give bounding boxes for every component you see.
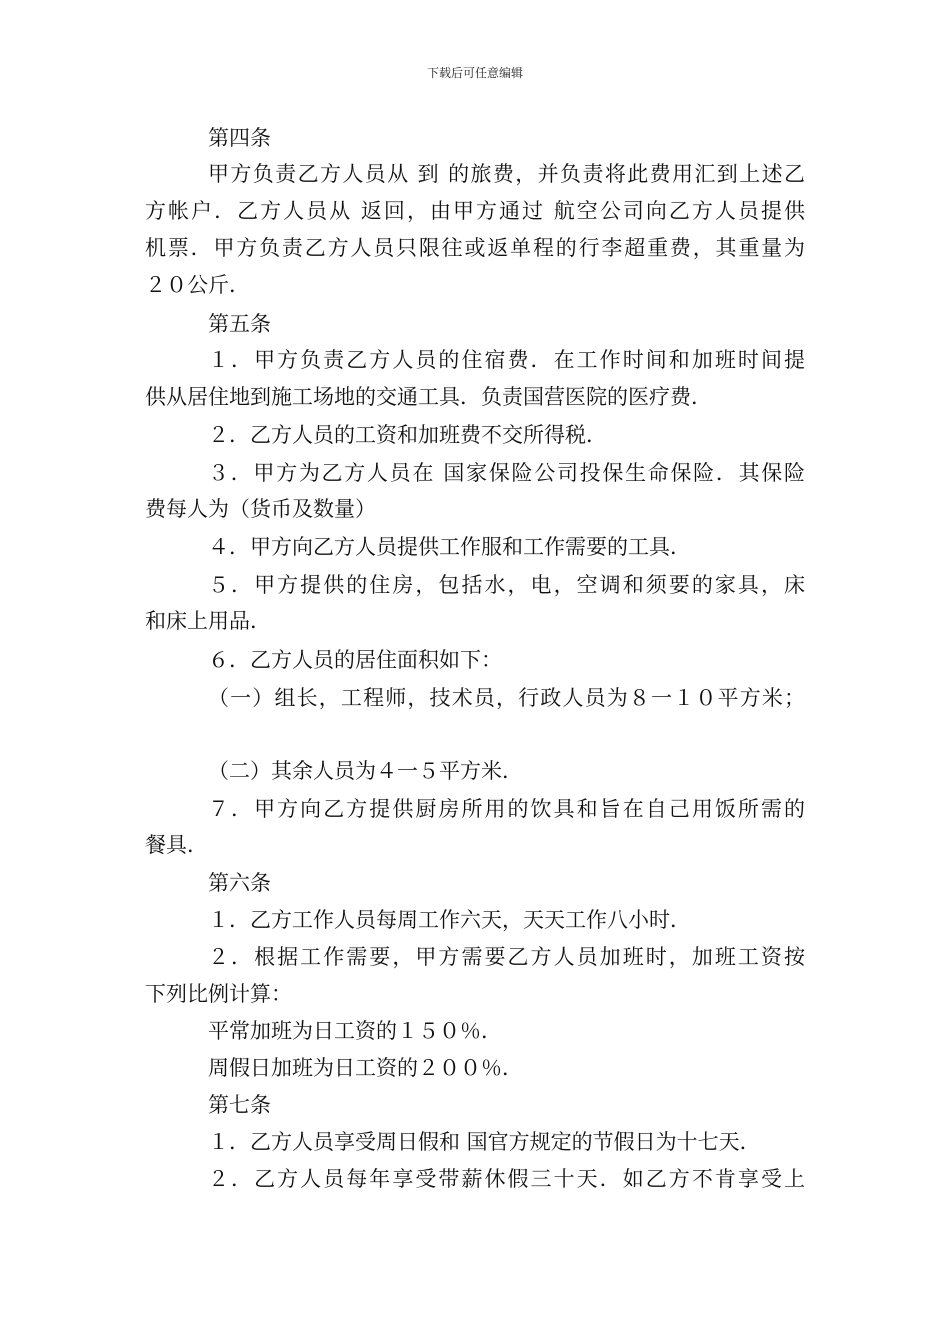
text-line: 第六条 [208, 871, 271, 895]
text-line: ４．甲方向乙方人员提供工作服和工作需要的工具． [208, 535, 691, 559]
text-line: １．甲方负责乙方人员的住宿费．在工作时间和加班时间提 [208, 348, 805, 372]
text-line: ６．乙方人员的居住面积如下： [208, 648, 502, 672]
text-line: １．乙方工作人员每周工作六天，天天工作八小时． [208, 908, 691, 932]
text-line: 甲方负责乙方人员从 到 的旅费，并负责将此费用汇到上述乙 [208, 162, 805, 186]
text-line: ２０公斤． [145, 273, 250, 297]
text-line: ２．乙方人员的工资和加班费不交所得税． [208, 423, 607, 447]
text-line: 供从居住地到施工场地的交通工具．负责国营医院的医疗费． [145, 385, 712, 409]
text-line: ２．乙方人员每年享受带薪休假三十天．如乙方不肯享受上 [208, 1167, 805, 1191]
text-line: ７．甲方向乙方提供厨房所用的饮具和旨在自己用饭所需的 [208, 797, 805, 821]
text-line: 餐具． [145, 833, 208, 857]
text-line: 周假日加班为日工资的２００％． [208, 1056, 523, 1080]
text-line: 机票．甲方负责乙方人员只限往或返单程的行李超重费，其重量为 [145, 236, 805, 260]
text-line: 第五条 [208, 312, 271, 336]
page-header-note: 下载后可任意编辑 [426, 66, 523, 80]
text-line: （一）组长，工程师，技术员，行政人员为８一１０平方米； [208, 686, 805, 710]
text-line: 和床上用品． [145, 609, 271, 633]
text-line: １．乙方人员享受周日假和 国官方规定的节假日为十七天． [208, 1130, 761, 1154]
text-line: 方帐户．乙方人员从 返回，由甲方通过 航空公司向乙方人员提供 [145, 199, 805, 223]
text-line: 下列比例计算： [145, 982, 292, 1006]
text-line: ２．根据工作需要，甲方需要乙方人员加班时，加班工资按 [208, 945, 805, 969]
text-line: ５．甲方提供的住房，包括水，电，空调和须要的家具，床 [208, 573, 805, 597]
text-line: ３．甲方为乙方人员在 国家保险公司投保生命保险．其保险 [208, 461, 805, 485]
text-line: 第七条 [208, 1093, 271, 1117]
text-line: 第四条 [208, 126, 271, 150]
text-line: 平常加班为日工资的１５０％． [208, 1019, 502, 1043]
text-line: （二）其余人员为４一５平方米． [208, 759, 523, 783]
text-line: 费每人为（货币及数量） [145, 497, 376, 521]
